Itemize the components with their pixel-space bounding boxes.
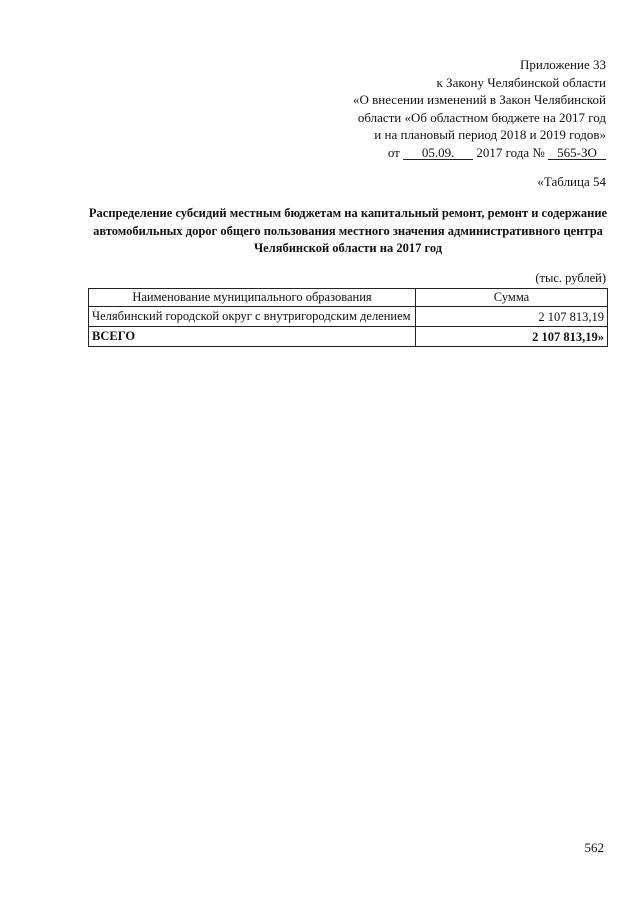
total-sum: 2 107 813,19» — [416, 327, 608, 347]
law-title-line-2: области «Об областном бюджете на 2017 год — [357, 109, 606, 125]
date-prefix: от — [387, 144, 400, 160]
subsidy-table — [88, 288, 608, 347]
law-date: 05.09. — [403, 146, 473, 160]
appendix-number: Приложение 33 — [519, 57, 606, 72]
document-title: Распределение субсидий местным бюджетам на капитальный ремонт, ремонт и содержание автомобильных дорог общего пользования местного значения административного центра Челябинской области на 2017 год — [88, 206, 608, 255]
law-title-line-1: «О внесении изменений в Закон Челябинской — [352, 92, 606, 107]
page-number: 562 — [584, 840, 604, 855]
law-reference: к Закону Челябинской области — [436, 74, 606, 90]
table-header-row — [89, 289, 608, 307]
law-title-line-3: и на плановый период 2018 и 2019 годов» — [374, 127, 606, 142]
law-number: 565-ЗО — [548, 146, 606, 160]
municipality-name: Челябинский городской округ с внутригородским делением — [89, 307, 416, 327]
total-row — [89, 327, 608, 347]
column-header-sum: Сумма — [416, 289, 608, 307]
table-row — [89, 307, 608, 327]
table-label: «Таблица 54 — [537, 174, 606, 189]
appendix-header — [353, 56, 606, 161]
units-label: (тыс. рублей) — [535, 271, 606, 285]
column-header-name: Наименование муниципального образования — [89, 289, 416, 307]
municipality-sum: 2 107 813,19 — [416, 307, 608, 327]
total-label: ВСЕГО — [89, 327, 416, 347]
date-year: 2017 года № — [476, 144, 545, 160]
law-date-line — [353, 144, 606, 162]
